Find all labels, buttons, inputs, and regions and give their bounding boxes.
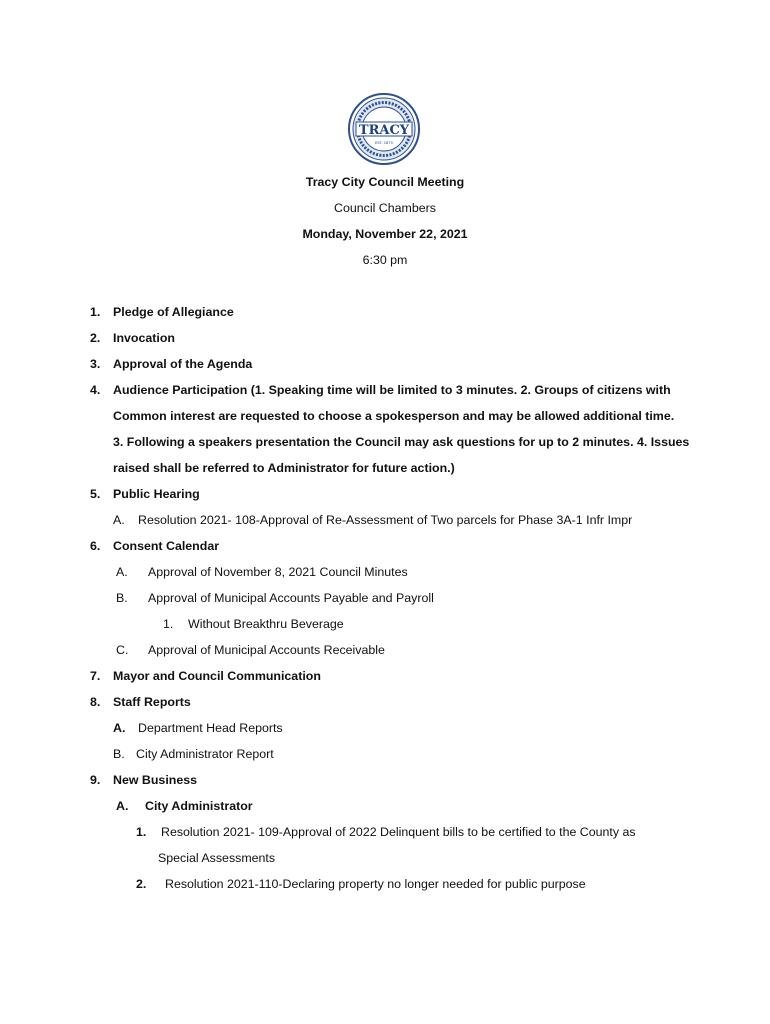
sub-letter: A. <box>113 513 125 527</box>
city-seal-logo <box>348 93 420 165</box>
item-number: 1. <box>90 305 101 319</box>
resolution-110: Resolution 2021-110-Declaring property no longer needed for public purpose <box>165 877 586 891</box>
sub-number: 1. <box>163 617 174 631</box>
consent-accounts-receivable: Approval of Municipal Accounts Receivable <box>148 643 385 657</box>
agenda-item-mayor-council: Mayor and Council Communication <box>113 669 321 683</box>
audience-participation-line2: Common interest are requested to choose a spokesperson and may be allowed additional time. <box>113 409 675 423</box>
item-number: 4. <box>90 383 101 397</box>
meeting-date: Monday, November 22, 2021 <box>302 227 468 241</box>
new-business-city-administrator: City Administrator <box>145 799 253 813</box>
seal-name: TRACY <box>358 123 410 138</box>
sub-letter: A. <box>116 565 128 579</box>
agenda-item-invocation: Invocation <box>113 331 175 345</box>
item-number: 9. <box>90 773 101 787</box>
seal-established: EST. 1875 <box>375 141 393 145</box>
staff-department-head: Department Head Reports <box>138 721 283 735</box>
staff-city-administrator: City Administrator Report <box>136 747 274 761</box>
public-hearing-resolution: Resolution 2021- 108-Approval of Re-Assessment of Two parcels for Phase 3A-1 Infr Impr <box>138 513 633 527</box>
agenda-item-approval: Approval of the Agenda <box>113 357 253 371</box>
audience-participation-line3: 3. Following a speakers presentation the Council may ask questions for up to 2 minutes. 4. Issues <box>113 435 690 449</box>
sub-letter: A. <box>113 721 126 735</box>
item-number: 6. <box>90 539 101 553</box>
meeting-title: Tracy City Council Meeting <box>305 175 465 189</box>
consent-breakthru: Without Breakthru Beverage <box>188 617 344 631</box>
item-number: 3. <box>90 357 101 371</box>
agenda-item-staff-reports: Staff Reports <box>113 695 191 709</box>
consent-minutes: Approval of November 8, 2021 Council Minutes <box>148 565 408 579</box>
consent-accounts-payable: Approval of Municipal Accounts Payable and Payroll <box>148 591 434 605</box>
agenda-item-public-hearing: Public Hearing <box>113 487 200 501</box>
agenda-item-new-business: New Business <box>113 773 198 787</box>
audience-participation-line1: Audience Participation (1. Speaking time will be limited to 3 minutes. 2. Groups of citizens with <box>113 383 671 397</box>
resolution-109-line2: Special Assessments <box>158 851 276 865</box>
agenda-item-consent-calendar: Consent Calendar <box>113 539 220 553</box>
sub-letter: C. <box>116 643 129 657</box>
item-number: 5. <box>90 487 101 501</box>
sub-number: 1. <box>136 825 147 839</box>
meeting-location: Council Chambers <box>334 201 436 215</box>
meeting-time: 6:30 pm <box>362 253 408 267</box>
agenda-item-pledge: Pledge of Allegiance <box>113 305 234 319</box>
audience-participation-line4: raised shall be referred to Administrator for future action.) <box>113 461 455 475</box>
sub-letter: B. <box>113 747 125 761</box>
resolution-109-line1: Resolution 2021- 109-Approval of 2022 Delinquent bills to be certified to the County as <box>161 825 636 839</box>
sub-number: 2. <box>136 877 147 891</box>
sub-letter: A. <box>116 799 129 813</box>
item-number: 2. <box>90 331 101 345</box>
item-number: 7. <box>90 669 101 683</box>
item-number: 8. <box>90 695 101 709</box>
sub-letter: B. <box>116 591 128 605</box>
